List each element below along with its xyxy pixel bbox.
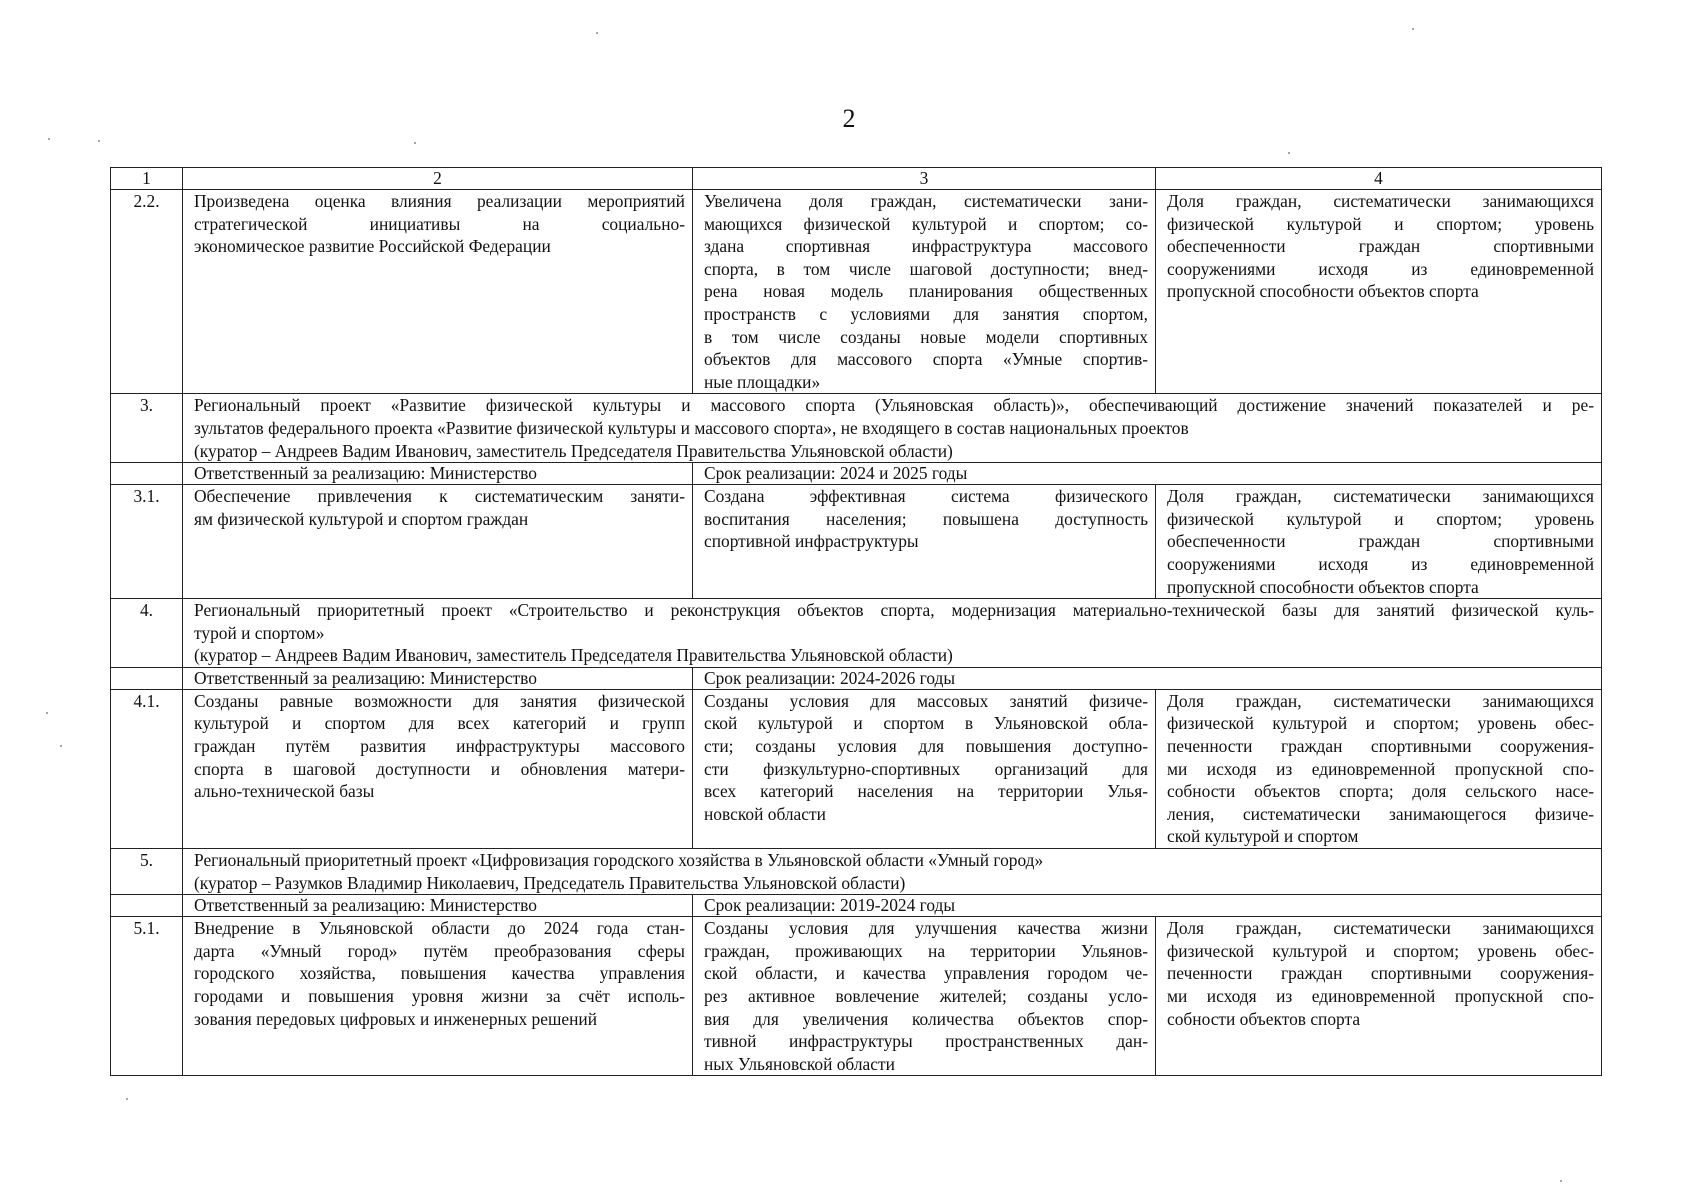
scan-speck	[98, 140, 100, 142]
result-description: Созданы равные возможности для занятия физической культурой и спортом для всех категорий и групп граждан путём развития инфраструктуры массового спорта в шаговой доступности и обновления матери- ально-технической базы	[183, 689, 693, 848]
scan-speck	[60, 745, 62, 747]
column-number-1: 1	[111, 168, 183, 190]
scan-speck	[1288, 152, 1290, 154]
indicators-description: Доля граждан, систематически занимающихся физической культурой и спортом; уровень обес- печенности граждан спортивными сооружения- ми исходя из единовременной пропускной спо- собности объектов спорта	[1156, 917, 1602, 1076]
indicators-description: Доля граждан, систематически занимающихся физической культурой и спортом; уровень обеспеченности граждан спортивными сооружениями исходя из единовременной пропускной способности объектов спорта	[1156, 190, 1602, 394]
scan-speck	[1412, 28, 1414, 30]
indicators-description: Доля граждан, систематически занимающихся физической культурой и спортом; уровень обес- печенности граждан спортивными сооружения- ми исходя из единовременной пропускной спо- собности объектов спорта; доля сельского насе- ления, систематически занимающегося физиче- ской культурой и спортом	[1156, 689, 1602, 848]
row-number: 2.2.	[111, 190, 183, 394]
row-number: 3.	[111, 394, 183, 463]
column-number-4: 4	[1156, 168, 1602, 190]
measures-table	[110, 167, 1602, 1076]
effect-description: Созданы условия для массовых занятий физиче- ской культурой и спортом в Ульяновской обла- сти; созданы условия для повышения доступно- сти физкультурно-спортивных организаций для всех категорий населения на территории Улья- новской области	[693, 689, 1156, 848]
empty-cell	[111, 463, 183, 485]
effect-description: Созданы условия для улучшения качества жизни граждан, проживающих на территории Ульянов- ской области, и качества управления городом че- рез активное вовлечение жителей; созданы усло- вия для увеличения количества объектов спор- тивной инфраструктуры пространственных дан- ных Ульяновской области	[693, 917, 1156, 1076]
responsible-row	[111, 667, 1602, 689]
project-title: Региональный приоритетный проект «Строительство и реконструкция объектов спорта, модернизация материально-технической базы для занятий физической куль- турой и спортом» (куратор – Андреев Вадим Иванович, заместитель Председателя Правительства Ульяновской области)	[183, 599, 1602, 668]
scan-speck	[596, 32, 598, 34]
scan-speck	[48, 138, 50, 140]
empty-cell	[111, 895, 183, 917]
responsible-row	[111, 895, 1602, 917]
table-row	[111, 190, 1602, 394]
column-number-3: 3	[693, 168, 1156, 190]
term-label: Срок реализации: 2019-2024 годы	[693, 895, 1602, 917]
project-row	[111, 394, 1602, 463]
responsible-row	[111, 463, 1602, 485]
project-title: Региональный приоритетный проект «Цифровизация городского хозяйства в Ульяновской области «Умный город» (куратор – Разумков Владимир Николаевич, Председатель Правительства Ульяновской области)	[183, 849, 1602, 895]
empty-cell	[111, 667, 183, 689]
row-number: 5.1.	[111, 917, 183, 1076]
scan-speck	[1560, 1180, 1562, 1182]
table-row	[111, 485, 1602, 599]
row-number: 4.1.	[111, 689, 183, 848]
term-label: Срок реализации: 2024-2026 годы	[693, 667, 1602, 689]
responsible-label: Ответственный за реализацию: Министерство	[183, 463, 693, 485]
scan-speck	[414, 142, 416, 144]
effect-description: Увеличена доля граждан, систематически зани- мающихся физической культурой и спортом; со- здана спортивная инфраструктура массового спорта, в том числе шаговой доступности; внед- рена новая модель планирования общественных пространств с условиями для занятия спортом, в том числе созданы новые модели спортивных объектов для массового спорта «Умные спортив- ные площадки»	[693, 190, 1156, 394]
project-title: Региональный проект «Развитие физической культуры и массового спорта (Ульяновская область)», обеспечивающий достижение значений показателей и ре- зультатов федерального проекта «Развитие физической культуры и массового спорта», не входящего в состав национальных проектов (куратор – Андреев Вадим Иванович, заместитель Председателя Правительства Ульяновской области)	[183, 394, 1602, 463]
scan-speck	[46, 712, 48, 714]
result-description: Произведена оценка влияния реализации мероприятий стратегической инициативы на социально- экономическое развитие Российской Федерации	[183, 190, 693, 394]
indicators-description: Доля граждан, систематически занимающихся физической культурой и спортом; уровень обеспеченности граждан спортивными сооружениями исходя из единовременной пропускной способности объектов спорта	[1156, 485, 1602, 599]
table-row	[111, 689, 1602, 848]
row-number: 3.1.	[111, 485, 183, 599]
table-row	[111, 917, 1602, 1076]
term-label: Срок реализации: 2024 и 2025 годы	[693, 463, 1602, 485]
responsible-label: Ответственный за реализацию: Министерство	[183, 667, 693, 689]
result-description: Обеспечение привлечения к систематическим заняти- ям физической культурой и спортом граждан	[183, 485, 693, 599]
row-number: 4.	[111, 599, 183, 668]
scan-speck	[126, 1098, 128, 1100]
project-row	[111, 849, 1602, 895]
effect-description: Создана эффективная система физического воспитания населения; повышена доступность спортивной инфраструктуры	[693, 485, 1156, 599]
row-number: 5.	[111, 849, 183, 895]
column-number-2: 2	[183, 168, 693, 190]
result-description: Внедрение в Ульяновской области до 2024 года стан- дарта «Умный город» путём преобразования сферы городского хозяйства, повышения качества управления городами и повышения уровня жизни за счёт исполь- зования передовых цифровых и инженерных решений	[183, 917, 693, 1076]
responsible-label: Ответственный за реализацию: Министерство	[183, 895, 693, 917]
table-header-row	[111, 168, 1602, 190]
project-row	[111, 599, 1602, 668]
page-number: 2	[842, 104, 856, 133]
